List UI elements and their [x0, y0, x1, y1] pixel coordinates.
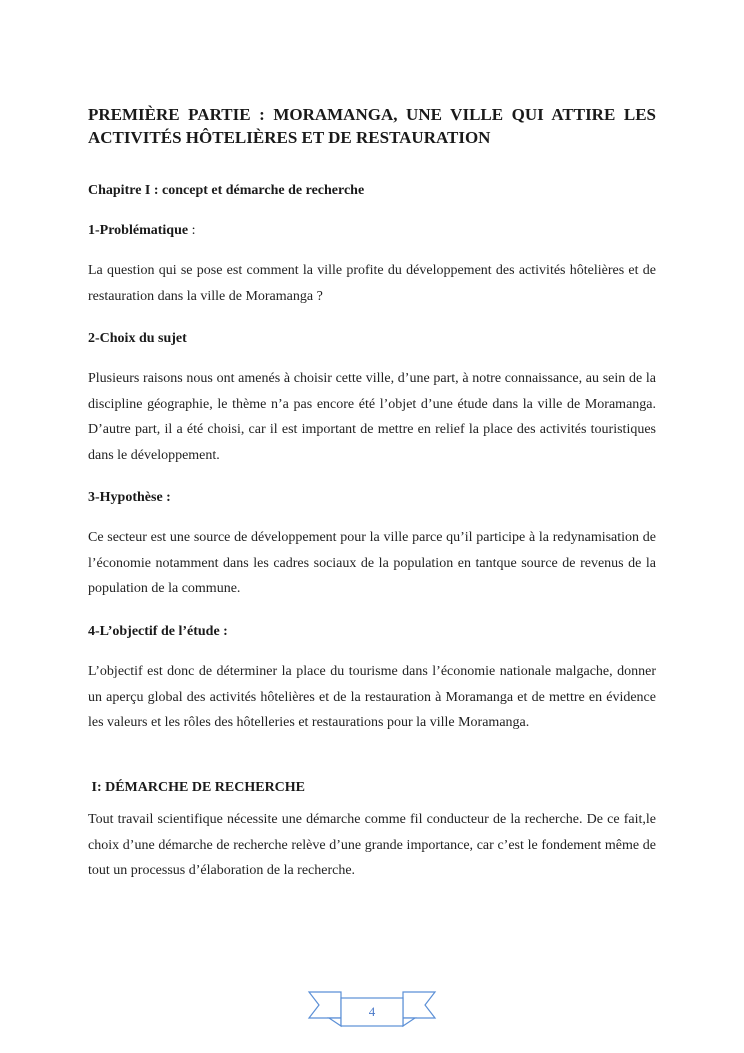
- problematique-heading: [88, 221, 656, 241]
- ribbon-right-tail: [403, 992, 435, 1018]
- choix-paragraph: Plusieurs raisons nous ont amenés à choisir cette ville, d’une part, à notre connaissance, au sein de la discipline géographie, le thème n’a pas encore été l’objet d’une étude dans la ville de Moramanga. D’autre part, il a été choisi, car il est important de mettre en relief la place des activités touristiques dans le développement.: [88, 371, 656, 464]
- objectif-paragraph: L’objectif est donc de déterminer la place du tourisme dans l’économie nationale malgache, donner un aperçu global des activités hôtelières et de la restauration à Moramanga et de mettre en évidence les valeurs et les rôles des hôtelleries et restaurations pour la ville Moramanga.: [88, 664, 656, 731]
- choix-heading: 2-Choix du sujet: [88, 331, 187, 346]
- objectif-heading: 4-L’objectif de l’étude :: [88, 624, 228, 639]
- page-title: PREMIÈRE PARTIE : MORAMANGA, UNE VILLE QUI ATTIRE LES ACTIVITÉS HÔTELIÈRES ET DE RESTAURATION: [88, 105, 656, 147]
- ribbon-left-fold: [329, 1018, 341, 1026]
- problematique-paragraph: La question qui se pose est comment la ville profite du développement des activités hôtelières et de restauration dans la ville de Moramanga ?: [88, 263, 656, 304]
- problematique-heading-label: 1-Problématique: [88, 223, 189, 238]
- problematique-heading-suffix: :: [188, 223, 196, 238]
- hypothese-paragraph: Ce secteur est une source de développement pour la ville parce qu’il participe à la redynamisation de l’économie notamment dans les cadres sociaux de la population en tantque source de revenus de la population de la commune.: [88, 530, 656, 597]
- demarche-heading: I: DÉMARCHE DE RECHERCHE: [88, 780, 306, 795]
- hypothese-heading: 3-Hypothèse :: [88, 490, 171, 505]
- chapter-heading: Chapitre I : concept et démarche de recherche: [88, 183, 365, 198]
- ribbon-right-fold: [403, 1018, 415, 1026]
- page-number-ribbon: [307, 990, 437, 1030]
- demarche-paragraph: Tout travail scientifique nécessite une démarche comme fil conducteur de la recherche. De ce fait,le choix d’une démarche de recherche relève d’une grande importance, car c’est le fondement même de tout un processus d’élaboration de la recherche.: [88, 812, 656, 879]
- page-number: 4: [368, 1004, 376, 1019]
- ribbon-left-tail: [309, 992, 341, 1018]
